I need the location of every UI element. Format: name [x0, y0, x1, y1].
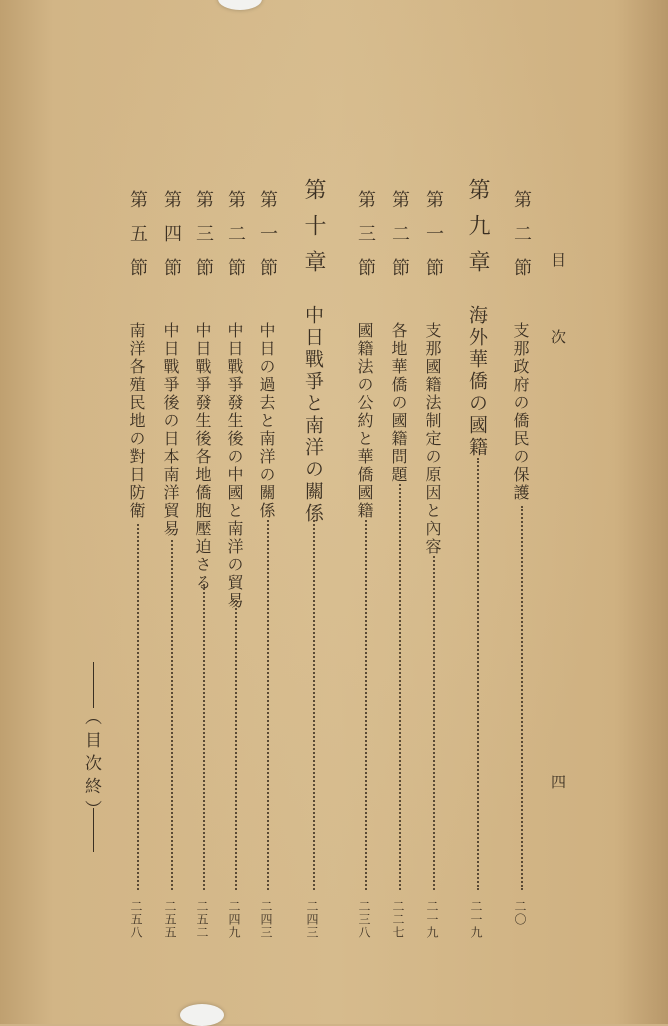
toc-leader-dots — [171, 540, 173, 890]
toc-entry-number: 第一節 — [257, 190, 278, 292]
toc-end-mark: （目次終） — [81, 708, 101, 823]
binding-hole-bottom — [180, 1004, 224, 1026]
toc-leader-dots — [365, 520, 367, 890]
toc-entry-title: 中日の過去と南洋の關係 — [257, 322, 276, 520]
toc-entry-number: 第二節 — [225, 190, 246, 292]
toc-entry-page: 二三八 — [357, 900, 371, 939]
binding-hole-top — [218, 0, 262, 10]
toc-page-number: 四 — [549, 774, 567, 789]
toc-entry-page: 二一九 — [425, 900, 439, 939]
toc-leader-dots — [399, 484, 401, 890]
toc-leader-dots — [521, 506, 523, 890]
toc-header-title: 目次 — [549, 252, 567, 406]
toc-entry-number: 第二節 — [511, 190, 532, 292]
toc-entry-page: 二五五 — [163, 900, 177, 939]
toc-chapter-number: 第十章 — [301, 178, 326, 286]
toc-leader-dots — [203, 584, 205, 890]
toc-entry-title: 支那國籍法制定の原因と內容 — [423, 322, 442, 556]
toc-entry-title: 中日戰爭後の日本南洋貿易 — [161, 322, 180, 538]
toc-entry-title: 中日戰爭發生後の中國と南洋の貿易 — [225, 322, 244, 610]
toc-entry-page: 二四三 — [259, 900, 273, 939]
toc-entry-page: 二五八 — [129, 900, 143, 939]
end-mark-rule-bottom — [93, 808, 94, 852]
toc-entry-number: 第二節 — [389, 190, 410, 292]
toc-entry-number: 第四節 — [161, 190, 182, 292]
toc-leader-dots — [235, 600, 237, 890]
toc-leader-dots — [137, 524, 139, 890]
toc-chapter-title: 中日戰爭と南洋の關係 — [302, 305, 324, 525]
toc-entry-number: 第五節 — [127, 190, 148, 292]
toc-entry-number: 第三節 — [193, 190, 214, 292]
toc-entry-page: 二四三 — [305, 900, 319, 939]
toc-leader-dots — [433, 556, 435, 890]
toc-entry-title: 各地華僑の國籍問題 — [389, 322, 408, 484]
toc-entry-page: 二二七 — [391, 900, 405, 939]
toc-entry-number: 第一節 — [423, 190, 444, 292]
toc-entry-page: 二一九 — [469, 900, 483, 939]
toc-chapter-title: 海外華僑の國籍 — [466, 305, 488, 459]
toc-entry-title: 國籍法の公約と華僑國籍 — [355, 322, 374, 520]
toc-entry-title: 南洋各殖民地の對日防衛 — [127, 322, 146, 520]
toc-entry-title: 中日戰爭發生後各地僑胞壓迫さる — [193, 322, 212, 592]
toc-entry-page: 二四九 — [227, 900, 241, 939]
toc-entry-title: 支那政府の僑民の保護 — [511, 322, 530, 502]
end-mark-rule-top — [93, 662, 94, 708]
toc-entry-page: 二五二 — [195, 900, 209, 939]
toc-entry-page: 二〇 — [513, 900, 527, 926]
toc-leader-dots — [477, 458, 479, 890]
toc-entry-number: 第三節 — [355, 190, 376, 292]
toc-leader-dots — [267, 520, 269, 890]
toc-chapter-number: 第九章 — [465, 178, 490, 286]
toc-leader-dots — [313, 520, 315, 890]
